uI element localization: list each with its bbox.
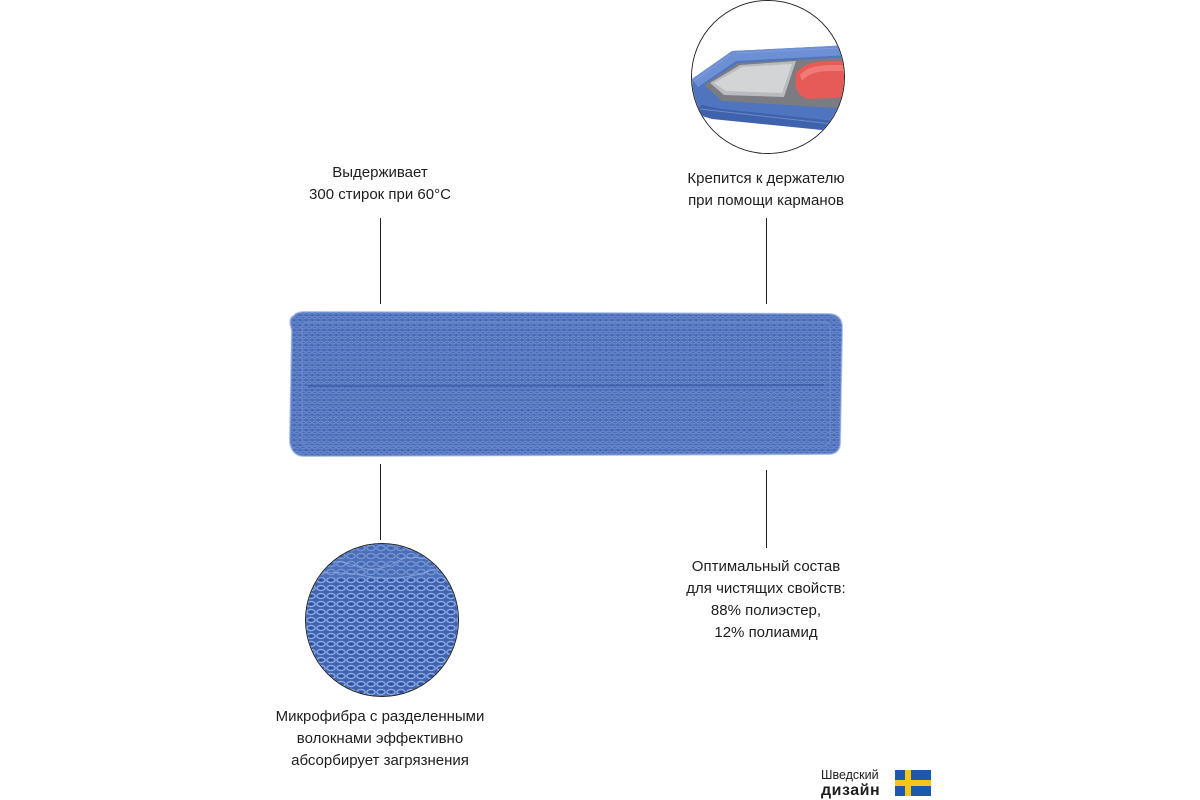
caption-microfiber — [245, 706, 515, 772]
mop-pad-image — [288, 310, 844, 460]
swedish-design-text — [821, 768, 880, 800]
caption-composition-line1: Оптимальный состав — [691, 558, 841, 575]
badge-line2: дизайн — [821, 782, 881, 799]
caption-composition-line4: 12% полиамид — [714, 624, 818, 641]
microfiber-detail-circle — [305, 543, 459, 697]
caption-composition-line3: 88% полиэстер, — [710, 602, 822, 619]
caption-composition-line2: для чистящих свойств: — [686, 580, 846, 597]
caption-washes — [260, 162, 500, 206]
holder-detail-image — [692, 1, 844, 153]
swedish-flag-icon — [895, 770, 931, 796]
leader-microfiber — [380, 464, 381, 540]
caption-composition — [646, 556, 886, 644]
caption-attach — [646, 168, 886, 212]
caption-microfiber-line2: волокнами эффективно — [296, 730, 464, 747]
microfiber-detail-image — [306, 544, 458, 696]
badge-line1: Шведский — [821, 768, 879, 782]
caption-microfiber-line1: Микрофибра с разделенными — [275, 708, 485, 725]
holder-detail-circle — [691, 0, 845, 154]
caption-washes-line2: 300 стирок при 60°C — [309, 186, 451, 203]
caption-attach-line2: при помощи карманов — [688, 192, 844, 209]
leader-attach — [766, 218, 767, 304]
caption-microfiber-line3: абсорбирует загрязнения — [291, 752, 469, 769]
leader-composition — [766, 470, 767, 548]
swedish-design-badge — [821, 768, 933, 800]
caption-washes-line1: Выдерживает — [332, 164, 428, 181]
caption-attach-line1: Крепится к держателю — [687, 170, 845, 187]
leader-washes — [380, 218, 381, 304]
